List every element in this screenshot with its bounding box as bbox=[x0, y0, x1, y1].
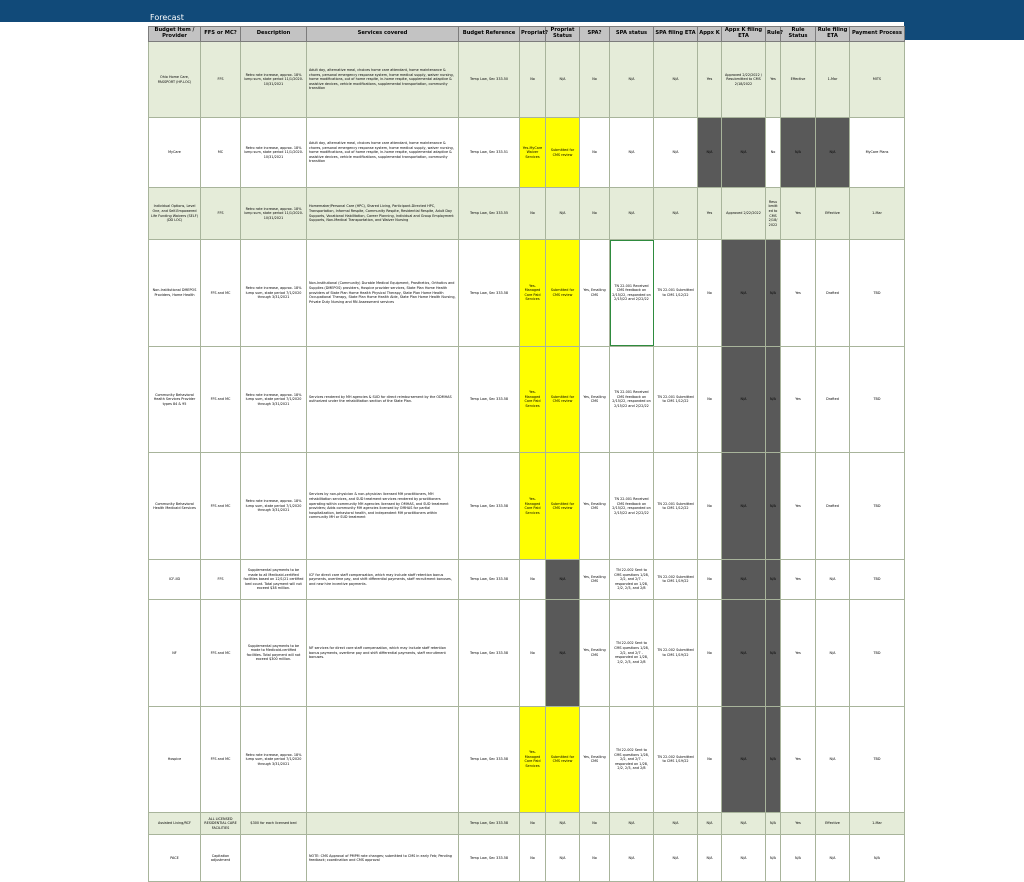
table-row bbox=[149, 118, 905, 188]
table-cell[interactable]: N/A bbox=[816, 559, 850, 599]
table-cell[interactable]: TBD bbox=[850, 599, 905, 706]
col-header[interactable]: Propriat Status bbox=[546, 27, 580, 42]
table-cell[interactable]: TN 22-001 Received CMS feedback on 2/15/22, responded on 2/15/22 and 2/22/22 bbox=[610, 346, 654, 453]
table-cell[interactable]: Drafted bbox=[816, 346, 850, 453]
col-header[interactable]: Rule? bbox=[766, 27, 781, 42]
table-cell[interactable]: N/A bbox=[722, 240, 766, 347]
table-cell[interactable]: N/A bbox=[546, 188, 580, 240]
table-cell[interactable]: FFS bbox=[201, 559, 241, 599]
table-cell[interactable]: Submitted for CMS review bbox=[546, 346, 580, 453]
table-cell[interactable] bbox=[307, 706, 459, 813]
table-cell[interactable]: TN 22-002 Submitted to CMS 1/19/22 bbox=[654, 559, 698, 599]
table-row bbox=[149, 453, 905, 560]
table-cell[interactable]: N/A bbox=[850, 835, 905, 882]
table-cell[interactable]: No bbox=[520, 813, 546, 835]
table-cell[interactable]: Temp Law, Sec 333.58 bbox=[459, 599, 520, 706]
table-cell[interactable]: N/A bbox=[722, 559, 766, 599]
table-cell[interactable]: No bbox=[520, 188, 546, 240]
table-cell[interactable]: Supplemental payments to be made to Medicaid-certified facilities. Total payment will not exceed $300 million. bbox=[241, 599, 307, 706]
table-row bbox=[149, 813, 905, 835]
table-cell[interactable]: Retro rate increase, approx. 18% lump sum, state period 7/1/2020 through 3/31/2021 bbox=[241, 240, 307, 347]
col-header[interactable]: FFS or MC? bbox=[201, 27, 241, 42]
table-cell[interactable]: N/A bbox=[698, 118, 722, 188]
table-cell[interactable]: Community Behavioral Health Services Provider types 84 & 95 bbox=[149, 346, 201, 453]
table-cell[interactable]: N/A bbox=[766, 813, 781, 835]
table-row bbox=[149, 835, 905, 882]
table-cell[interactable]: No bbox=[698, 599, 722, 706]
table-cell[interactable]: N/A bbox=[766, 706, 781, 813]
col-header[interactable]: Description bbox=[241, 27, 307, 42]
table-cell[interactable]: N/A bbox=[654, 188, 698, 240]
table-cell[interactable]: N/A bbox=[610, 118, 654, 188]
table-cell[interactable]: TN 22-001 Submitted to CMS 1/12/22 bbox=[654, 346, 698, 453]
table-cell[interactable]: Submitted for CMS review bbox=[546, 453, 580, 560]
table-cell[interactable]: N/A bbox=[610, 813, 654, 835]
table-cell[interactable]: TBD bbox=[850, 240, 905, 347]
table-cell[interactable]: Effective bbox=[781, 42, 816, 118]
table-cell[interactable] bbox=[307, 813, 459, 835]
table-cell[interactable]: FFS and MC bbox=[201, 240, 241, 347]
table-cell[interactable]: Temp Law, Sec 333.58 bbox=[459, 240, 520, 347]
table-cell[interactable]: Drafted bbox=[816, 240, 850, 347]
table-row bbox=[149, 240, 905, 347]
table-cell[interactable]: ICF for direct care staff compensation, which may include staff retention bonus payments, overtime pay, and shift differential payments, staff recruitment bonuses, and new hire incentive payments. bbox=[307, 559, 459, 599]
table-cell[interactable]: TN 22-002 Submitted to CMS 1/19/22 bbox=[654, 706, 698, 813]
table-cell[interactable]: No bbox=[698, 453, 722, 560]
table-cell[interactable]: TN 22-002 Sent to CMS questions 1/28, 2/2, and 2/7 - responded on 1/28, 2/2, 2/3, and 2/8 bbox=[610, 559, 654, 599]
col-header[interactable]: Rule filing ETA bbox=[816, 27, 850, 42]
table-cell[interactable]: N/A bbox=[766, 559, 781, 599]
table-cell[interactable]: Services by non-physician & non-physician licensed MH practitioners, MH rehabilitation services, and SUD treatment services rendered by practitioners operating within community MH agencies licensed by OMHAS, and SUD treatment providers; Adds community MH agencies licensed by OMHAS for partial hospitalization, behavioral health, and independent MH practitioners within community MH or SUD treatment bbox=[307, 453, 459, 560]
table-cell[interactable]: Yes, Emailing CMS bbox=[580, 706, 610, 813]
table-cell[interactable]: Services rendered by MH agencies & SUD for direct reimbursement by the ODMHAS authorized under the rehabilitation section of the State Plan. bbox=[307, 346, 459, 453]
table-cell[interactable]: N/A bbox=[766, 453, 781, 560]
table-cell[interactable]: Submitted for CMS review bbox=[546, 118, 580, 188]
spreadsheet bbox=[148, 26, 904, 863]
table-cell[interactable]: MyCare bbox=[149, 118, 201, 188]
table-cell[interactable]: Yes bbox=[781, 559, 816, 599]
table-cell[interactable]: N/A bbox=[722, 118, 766, 188]
table-cell[interactable]: N/A bbox=[610, 835, 654, 882]
table-cell[interactable]: ICF-IID bbox=[149, 559, 201, 599]
table-cell[interactable]: Yes bbox=[781, 240, 816, 347]
col-header[interactable]: SPA? bbox=[580, 27, 610, 42]
table-cell[interactable]: Temp Law, Sec 333.58 bbox=[459, 813, 520, 835]
table-cell[interactable]: Approved 2/22/2022 bbox=[722, 188, 766, 240]
table-cell[interactable]: N/A bbox=[654, 835, 698, 882]
table-cell[interactable]: No bbox=[580, 835, 610, 882]
table-cell[interactable]: No bbox=[520, 835, 546, 882]
table-cell[interactable]: TBD bbox=[850, 706, 905, 813]
table-cell[interactable]: N/A bbox=[610, 188, 654, 240]
table-cell[interactable]: N/A bbox=[722, 599, 766, 706]
table-cell[interactable]: N/A bbox=[610, 42, 654, 118]
col-header[interactable]: Appx K filing ETA bbox=[722, 27, 766, 42]
table-cell[interactable]: No bbox=[580, 813, 610, 835]
table-cell[interactable]: TBD bbox=[850, 453, 905, 560]
table-cell[interactable]: TN 22-001 Received CMS feedback on 2/15/22, responded on 2/15/22 and 2/22/22 bbox=[610, 453, 654, 560]
table-cell[interactable]: Yes, Emailing CMS bbox=[580, 346, 610, 453]
table-cell[interactable]: No bbox=[698, 559, 722, 599]
table-cell[interactable]: Non-Institutional (Community) Durable Medical Equipment, Prosthetics, Orthotics and Supplies (DMEPOS) providers, Hospice provider services, State Plan Home Health providers of State Plan Home Health Physical Therapy, State Plan Home Health Occupational Therapy, State Plan Home Health Aide, State Plan Home Health Nursing, Private Duty Nursing and RN Assessment services bbox=[307, 240, 459, 347]
table-cell[interactable]: Effective bbox=[816, 813, 850, 835]
table-cell[interactable]: N/A bbox=[781, 835, 816, 882]
table-cell[interactable]: No bbox=[698, 706, 722, 813]
table-cell[interactable]: TN 22-002 Submitted to CMS 1/19/22 bbox=[654, 599, 698, 706]
table-cell[interactable]: N/A bbox=[722, 346, 766, 453]
table-cell[interactable]: No bbox=[580, 42, 610, 118]
table-cell[interactable]: Yes, Emailing CMS bbox=[580, 599, 610, 706]
table-cell[interactable]: Submitted for CMS review bbox=[546, 240, 580, 347]
table-cell[interactable]: Temp Law, Sec 333.58 bbox=[459, 346, 520, 453]
table-cell[interactable]: N/A bbox=[766, 346, 781, 453]
table-cell[interactable]: 1-Mar bbox=[850, 188, 905, 240]
table-cell[interactable]: N/A bbox=[766, 835, 781, 882]
table-cell[interactable]: Temp Law, Sec 333.50 bbox=[459, 42, 520, 118]
table-cell[interactable]: Temp Law, Sec 333.51 bbox=[459, 118, 520, 188]
table-cell[interactable]: No bbox=[698, 346, 722, 453]
table-cell[interactable]: N/A bbox=[654, 42, 698, 118]
table-cell[interactable]: ALL LICENSED RESIDENTIAL CARE FACILITIES bbox=[201, 813, 241, 835]
table-cell[interactable]: Yes bbox=[781, 599, 816, 706]
table-cell[interactable]: Yes bbox=[781, 706, 816, 813]
table-cell[interactable]: FFS and MC bbox=[201, 599, 241, 706]
table-cell[interactable]: N/A bbox=[546, 813, 580, 835]
col-header[interactable]: SPA filing ETA bbox=[654, 27, 698, 42]
table-cell[interactable]: TBD bbox=[850, 346, 905, 453]
table-cell[interactable]: FFS bbox=[201, 188, 241, 240]
table-cell[interactable]: Retro rate increase, approx. 18% lump sum, state period 11/1/2020-10/31/2021 bbox=[241, 118, 307, 188]
table-cell[interactable]: Yes, Emailing CMS bbox=[580, 240, 610, 347]
table-cell[interactable]: Yes bbox=[781, 813, 816, 835]
table-cell[interactable]: MyCare Plans bbox=[850, 118, 905, 188]
table-cell[interactable]: FFS and MC bbox=[201, 453, 241, 560]
table-cell[interactable]: Drafted bbox=[816, 453, 850, 560]
table-row bbox=[149, 706, 905, 813]
table-cell[interactable]: NF bbox=[149, 599, 201, 706]
table-cell[interactable]: TN 22-001 Submitted to CMS 1/12/22 bbox=[654, 240, 698, 347]
table-cell[interactable]: N/A bbox=[816, 835, 850, 882]
table-cell[interactable]: No bbox=[520, 599, 546, 706]
table-cell[interactable]: N/A bbox=[781, 118, 816, 188]
table-cell[interactable]: Retro rate increase, approx. 18% lump sum, state period 11/1/2020-10/31/2021 bbox=[241, 42, 307, 118]
table-cell[interactable]: Yes bbox=[698, 42, 722, 118]
table-cell[interactable]: N/A bbox=[766, 240, 781, 347]
table-cell[interactable]: No bbox=[580, 188, 610, 240]
table-cell[interactable]: N/A bbox=[698, 835, 722, 882]
table-cell[interactable]: Retro rate increase, approx. 18% lump sum, state period 7/1/2020 through 3/31/2021 bbox=[241, 706, 307, 813]
table-cell[interactable]: PACE bbox=[149, 835, 201, 882]
table-cell[interactable]: Retro rate increase, approx. 18% lump sum, state period 7/1/2020 through 3/31/2021 bbox=[241, 346, 307, 453]
table-cell[interactable]: N/A bbox=[766, 599, 781, 706]
table-cell[interactable]: Yes-Managed Care Paid Services bbox=[520, 240, 546, 347]
col-header[interactable]: Propriat? bbox=[520, 27, 546, 42]
table-cell[interactable]: Submitted for CMS review bbox=[546, 706, 580, 813]
col-header[interactable]: Rule Status bbox=[781, 27, 816, 42]
table-cell[interactable]: N/A bbox=[816, 706, 850, 813]
table-cell[interactable]: No bbox=[698, 240, 722, 347]
table-cell[interactable]: N/A bbox=[722, 835, 766, 882]
table-cell[interactable]: Yes-Managed Care Paid Services bbox=[520, 453, 546, 560]
table-cell[interactable]: No bbox=[520, 42, 546, 118]
col-header[interactable]: Budget Reference bbox=[459, 27, 520, 42]
table-cell[interactable]: N/A bbox=[546, 599, 580, 706]
table-cell[interactable]: Temp Law, Sec 333.58 bbox=[459, 559, 520, 599]
table-cell[interactable]: NF services for direct care staff compensation, which may include staff retention bonus payments, overtime pay and shift differential payments, staff recruitment bonuses. bbox=[307, 599, 459, 706]
table-cell[interactable]: FFS bbox=[201, 42, 241, 118]
table-cell[interactable]: Community Behavioral Health Medicaid Services bbox=[149, 453, 201, 560]
col-header[interactable]: Payment Process bbox=[850, 27, 905, 42]
table-cell[interactable]: No bbox=[520, 559, 546, 599]
table-cell[interactable]: Effective bbox=[816, 188, 850, 240]
top-banner-corner bbox=[904, 22, 1024, 40]
table-cell[interactable]: Individual Options, Level One, and Self-Empowered Life Funding Waivers (SELF) (DD LOC) bbox=[149, 188, 201, 240]
table-cell[interactable]: Adult day, alternative meal, choices home care attendant, home maintenance & chores, personal emergency response system, home medical supply, waiver nursing, home modifications, out of home respite, in-home respite, supplemental adaptive & assistive devices, vehicle modifications, supplemental transportation, community transition bbox=[307, 118, 459, 188]
table-cell[interactable]: N/A bbox=[816, 118, 850, 188]
table-cell[interactable]: No bbox=[766, 118, 781, 188]
table-row bbox=[149, 599, 905, 706]
table-cell[interactable]: N/A bbox=[546, 559, 580, 599]
table-cell[interactable]: Homemaker/Personal Care (HPC), Shared Living, Participant-Directed HPC, Transportation, Informal Respite, Community Respite, Residential Respite, Adult Day Supports, Vocational Habilitation, Career Planning, Individual and Group Employment Supports, Non-Medical Transportation, and Waiver Nursing bbox=[307, 188, 459, 240]
table-cell[interactable]: Temp Law, Sec 333.58 bbox=[459, 835, 520, 882]
header-row bbox=[149, 27, 905, 42]
table-cell[interactable]: Retro rate increase, approx. 18% lump sum, state period 7/1/2020 through 3/31/2021 bbox=[241, 453, 307, 560]
col-header[interactable]: Budget Item / Provider bbox=[149, 27, 201, 42]
table-cell[interactable]: N/A bbox=[698, 813, 722, 835]
table-cell[interactable]: Ohio Home Care, PASSPORT (HP-LOC) bbox=[149, 42, 201, 118]
table-cell[interactable]: Yes bbox=[781, 453, 816, 560]
table-cell[interactable]: Yes bbox=[766, 42, 781, 118]
table-cell[interactable] bbox=[241, 835, 307, 882]
table-cell[interactable]: TN 22-002 Sent to CMS questions 1/28, 2/2, and 2/7 - responded on 1/28, 2/2, 2/3, and 2/8 bbox=[610, 706, 654, 813]
table-cell[interactable]: Approved 2/22/2022 / Resubmitted to CMS 2/18/2022 bbox=[722, 42, 766, 118]
table-cell[interactable]: N/A bbox=[722, 706, 766, 813]
table-cell[interactable]: N/A bbox=[654, 118, 698, 188]
table-row bbox=[149, 559, 905, 599]
table-cell[interactable]: TN 22-001 Submitted to CMS 1/12/22 bbox=[654, 453, 698, 560]
col-header[interactable]: SPA status bbox=[610, 27, 654, 42]
col-header[interactable]: Services covered bbox=[307, 27, 459, 42]
table-cell[interactable]: 1-Mar bbox=[850, 813, 905, 835]
table-cell[interactable]: Yes, Emailing CMS bbox=[580, 559, 610, 599]
table-cell[interactable]: Supplemental payments to be made to all Medicaid-certified facilities based on 12/1/21 certified bed count. Total payment will not exceed $38 million. bbox=[241, 559, 307, 599]
table-cell[interactable]: N/A bbox=[722, 453, 766, 560]
table-cell[interactable]: Yes-MyCare Waiver Services bbox=[520, 118, 546, 188]
sheet-title: Forecast bbox=[150, 13, 184, 22]
col-header[interactable]: Appx K bbox=[698, 27, 722, 42]
table-cell[interactable]: Temp Law, Sec 333.58 bbox=[459, 706, 520, 813]
table-cell[interactable]: Temp Law, Sec 333.58 bbox=[459, 453, 520, 560]
table-cell[interactable]: N/A bbox=[654, 813, 698, 835]
table-cell[interactable]: Non-Institutional DMEPOS Providers, Home Health bbox=[149, 240, 201, 347]
table-cell[interactable]: N/A bbox=[546, 42, 580, 118]
table-cell[interactable]: TN 22-001 Received CMS feedback on 2/15/22, responded on 2/15/22 and 2/22/22 bbox=[610, 240, 654, 347]
table-cell[interactable]: Yes-Managed Care Paid Services bbox=[520, 346, 546, 453]
table-cell[interactable]: 1-Mar bbox=[816, 42, 850, 118]
table-cell[interactable]: Capitation adjustment bbox=[201, 835, 241, 882]
table-cell[interactable]: Assisted Living/RCF bbox=[149, 813, 201, 835]
table-cell[interactable]: FFS and MC bbox=[201, 346, 241, 453]
table-cell[interactable]: Yes-Managed Care Paid Services bbox=[520, 706, 546, 813]
table-cell[interactable]: Hospice bbox=[149, 706, 201, 813]
table-cell[interactable]: Resubmitted to CMS 2/18/2022 bbox=[766, 188, 781, 240]
table-cell[interactable]: N/A bbox=[546, 835, 580, 882]
table-cell[interactable]: No bbox=[580, 118, 610, 188]
table-cell[interactable]: MITS bbox=[850, 42, 905, 118]
table-cell[interactable]: FFS and MC bbox=[201, 706, 241, 813]
table-cell[interactable]: Yes bbox=[781, 346, 816, 453]
table-cell[interactable]: Retro rate increase, approx. 18% lump sum, state period 11/1/2020-10/31/2021 bbox=[241, 188, 307, 240]
table-row bbox=[149, 188, 905, 240]
table-cell[interactable]: Temp Law, Sec 333.55 bbox=[459, 188, 520, 240]
table-cell[interactable]: Yes, Emailing CMS bbox=[580, 453, 610, 560]
table-cell[interactable]: N/A bbox=[722, 813, 766, 835]
table-cell[interactable]: Yes bbox=[698, 188, 722, 240]
forecast-table bbox=[148, 26, 905, 882]
table-cell[interactable]: TN 22-002 Sent to CMS questions 1/28, 2/2, and 2/7 - responded on 1/28, 2/2, 2/3, and 2/8 bbox=[610, 599, 654, 706]
table-cell[interactable]: N/A bbox=[816, 599, 850, 706]
table-cell[interactable]: $300 for each licensed bed bbox=[241, 813, 307, 835]
table-row bbox=[149, 346, 905, 453]
table-cell[interactable]: MC bbox=[201, 118, 241, 188]
table-cell[interactable]: TBD bbox=[850, 559, 905, 599]
table-cell[interactable]: NOTE: CMS Approval of PMPM rate changes; submitted to CMS in early Feb; Pending feedback; coordination and CMS approval bbox=[307, 835, 459, 882]
table-row bbox=[149, 42, 905, 118]
table-cell[interactable]: Yes bbox=[781, 188, 816, 240]
table-cell[interactable]: Adult day, alternative meal, choices home care attendant, home maintenance & chores, personal emergency response system, home medical supply, waiver nursing, home modifications, out of home respite, in-home respite, supplemental adaptive & assistive devices, vehicle modifications, supplemental transportation, community transition bbox=[307, 42, 459, 118]
